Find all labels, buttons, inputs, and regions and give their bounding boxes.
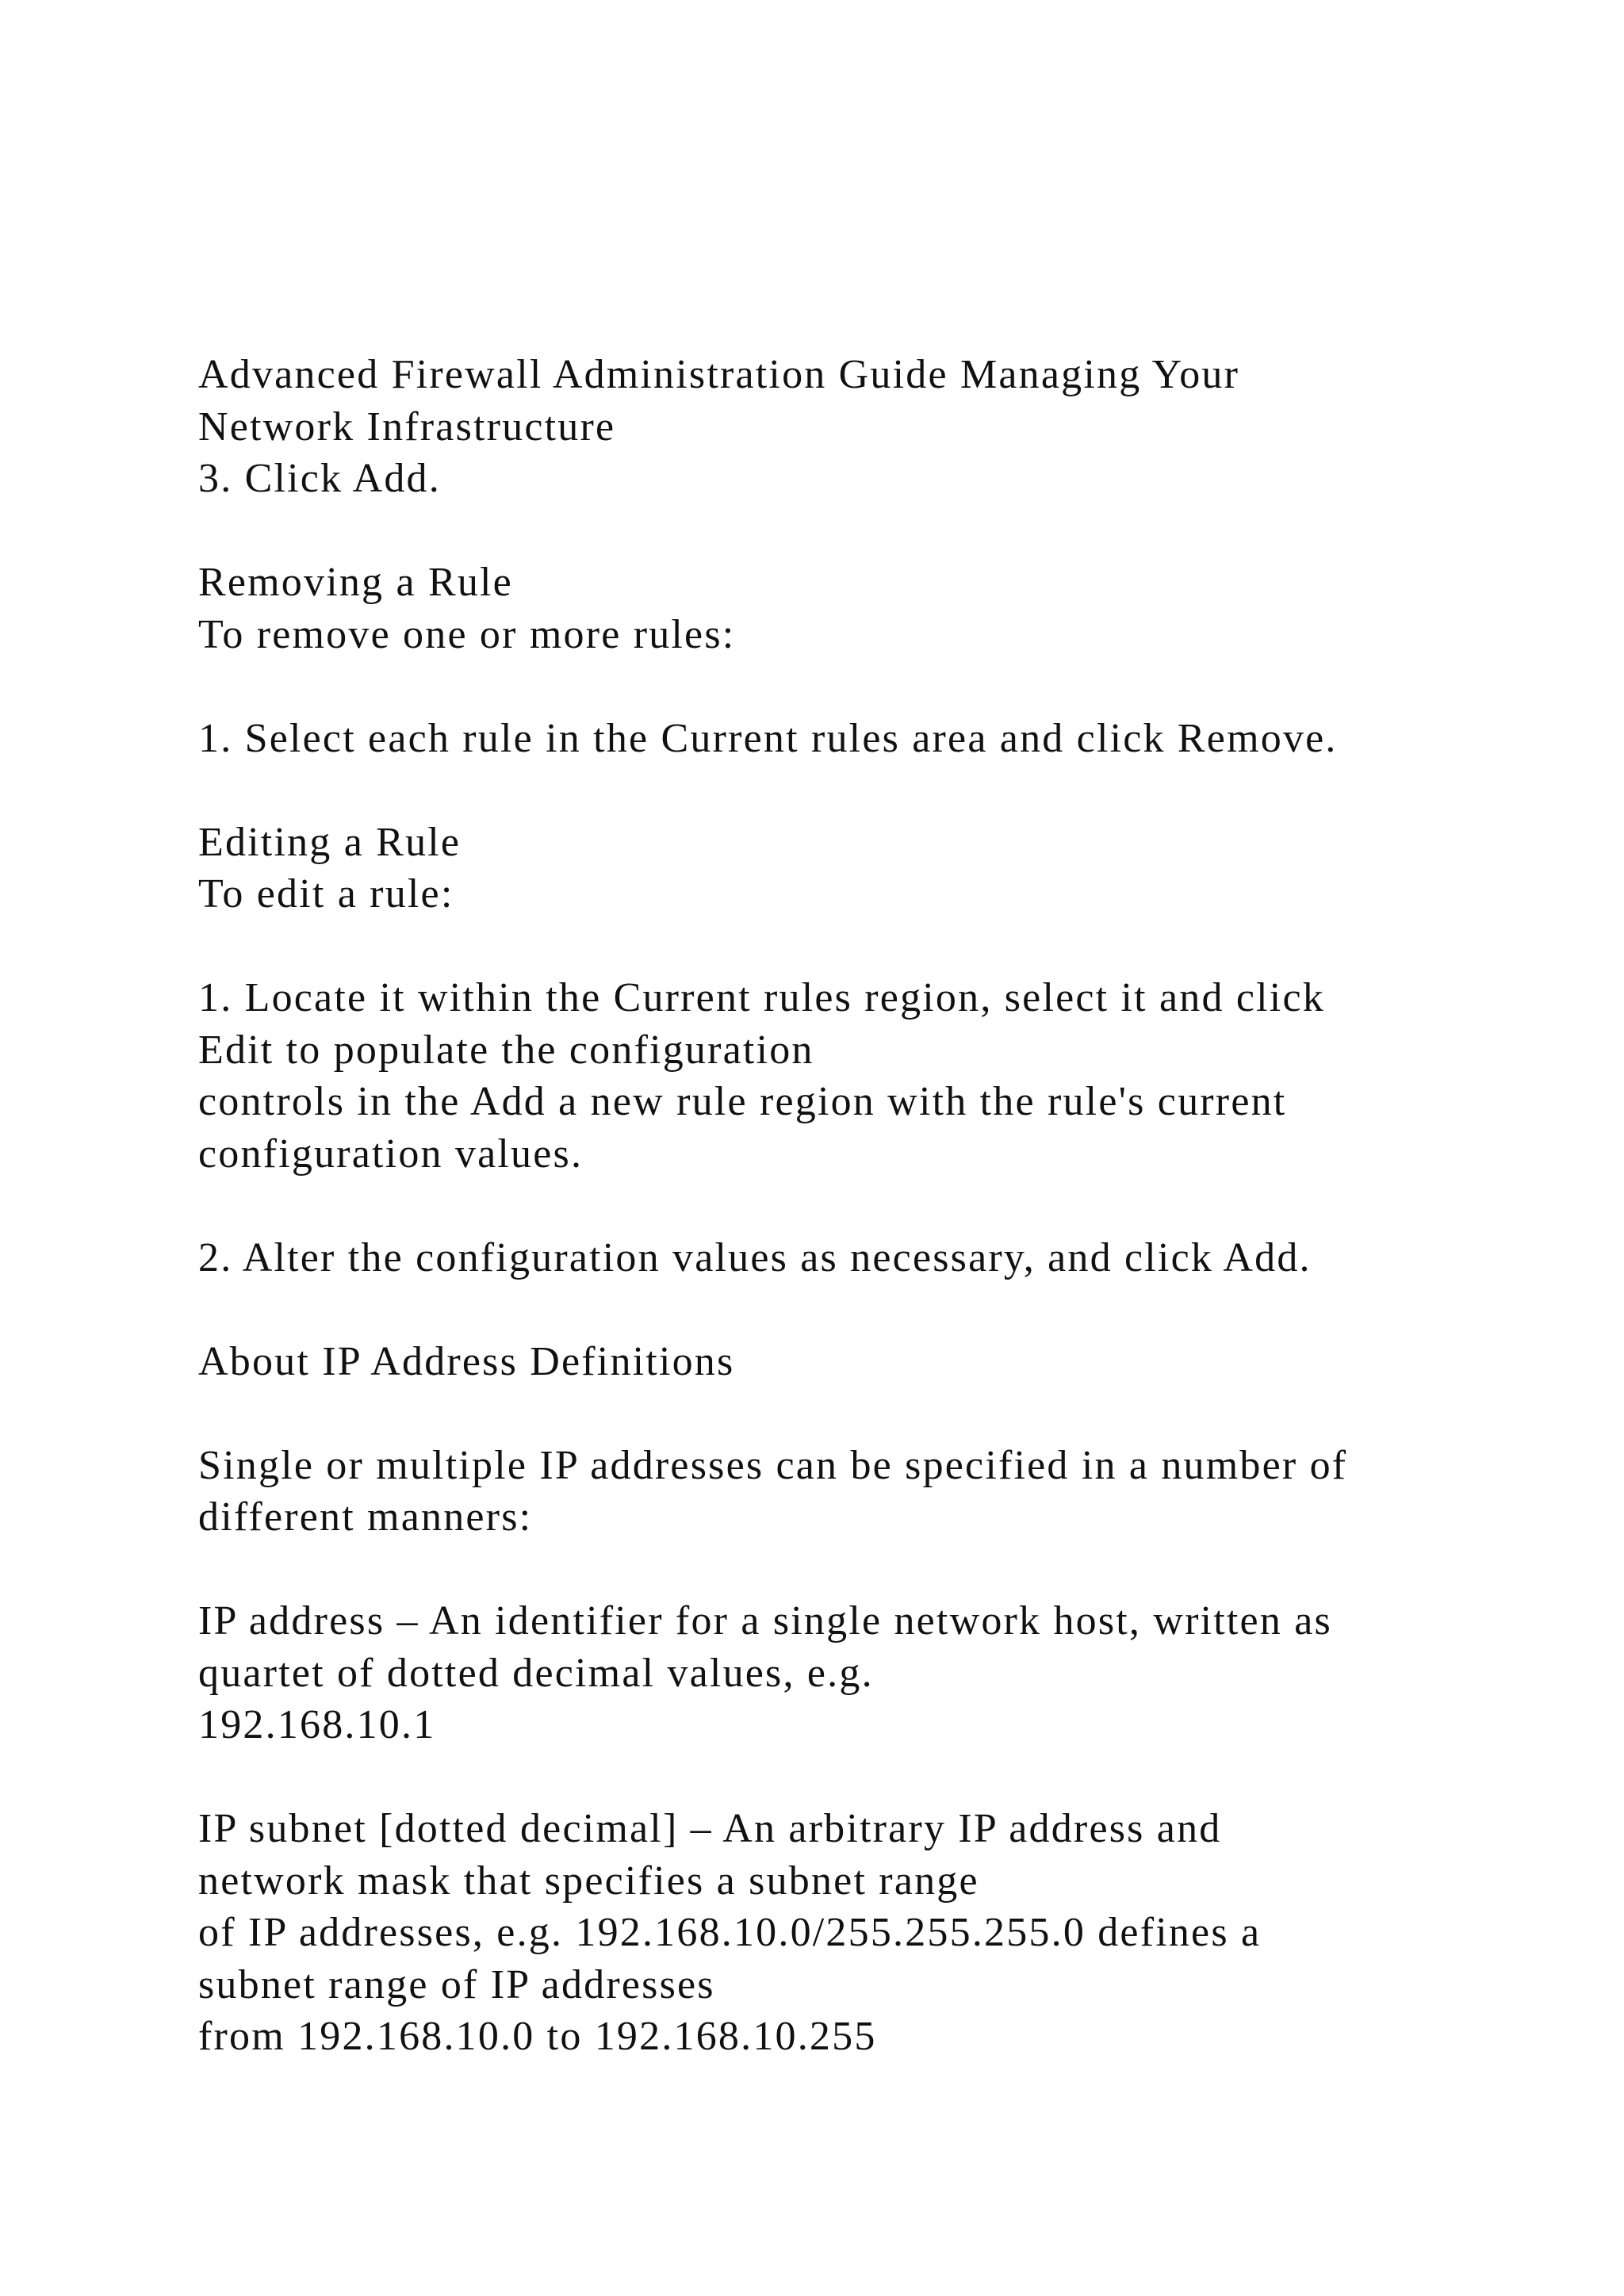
ip-address-line-1: IP address – An identifier for a single network host, written as xyxy=(198,1598,1332,1644)
ip-intro-line-2: different manners: xyxy=(198,1494,533,1540)
section-heading-editing: Editing a Rule xyxy=(198,819,462,865)
spacer xyxy=(198,1180,1546,1232)
editing-step-1-line-3: controls in the Add a new rule region with the rule's current xyxy=(198,1079,1287,1124)
spacer xyxy=(198,1284,1546,1336)
spacer xyxy=(198,1751,1546,1804)
ip-subnet-line-5: from 192.168.10.0 to 192.168.10.255 xyxy=(198,2014,877,2059)
document-page xyxy=(198,349,1546,2063)
document-title-line-2: Network Infrastructure xyxy=(198,404,616,450)
removing-step-1: 1. Select each rule in the Current rules area and click Remove. xyxy=(198,715,1338,761)
spacer xyxy=(198,920,1546,973)
editing-step-2: 2. Alter the configuration values as necessary, and click Add. xyxy=(198,1234,1312,1280)
editing-intro: To edit a rule: xyxy=(198,871,454,916)
spacer xyxy=(198,505,1546,557)
editing-step-1-line-4: configuration values. xyxy=(198,1131,584,1177)
ip-address-line-2: quartet of dotted decimal values, e.g. xyxy=(198,1650,874,1696)
editing-step-1-line-1: 1. Locate it within the Current rules region, select it and click xyxy=(198,975,1325,1020)
ip-intro-line-1: Single or multiple IP addresses can be specified in a number of xyxy=(198,1442,1348,1488)
step-click-add: 3. Click Add. xyxy=(198,456,441,501)
ip-subnet-line-4: subnet range of IP addresses xyxy=(198,1961,715,2007)
ip-subnet-line-1: IP subnet [dotted decimal] – An arbitrary IP address and xyxy=(198,1806,1222,1851)
section-heading-removing: Removing a Rule xyxy=(198,560,513,605)
removing-intro: To remove one or more rules: xyxy=(198,611,736,657)
spacer xyxy=(198,764,1546,817)
ip-subnet-line-2: network mask that specifies a subnet range xyxy=(198,1858,979,1904)
editing-step-1-line-2: Edit to populate the configuration xyxy=(198,1027,814,1073)
ip-address-line-3: 192.168.10.1 xyxy=(198,1702,436,1747)
spacer xyxy=(198,1387,1546,1440)
section-heading-ip-definitions: About IP Address Definitions xyxy=(198,1338,735,1384)
spacer xyxy=(198,1544,1546,1596)
document-title-line-1: Advanced Firewall Administration Guide Managing Your xyxy=(198,352,1240,397)
spacer xyxy=(198,660,1546,713)
ip-subnet-line-3: of IP addresses, e.g. 192.168.10.0/255.255.255.0 defines a xyxy=(198,1910,1262,1955)
